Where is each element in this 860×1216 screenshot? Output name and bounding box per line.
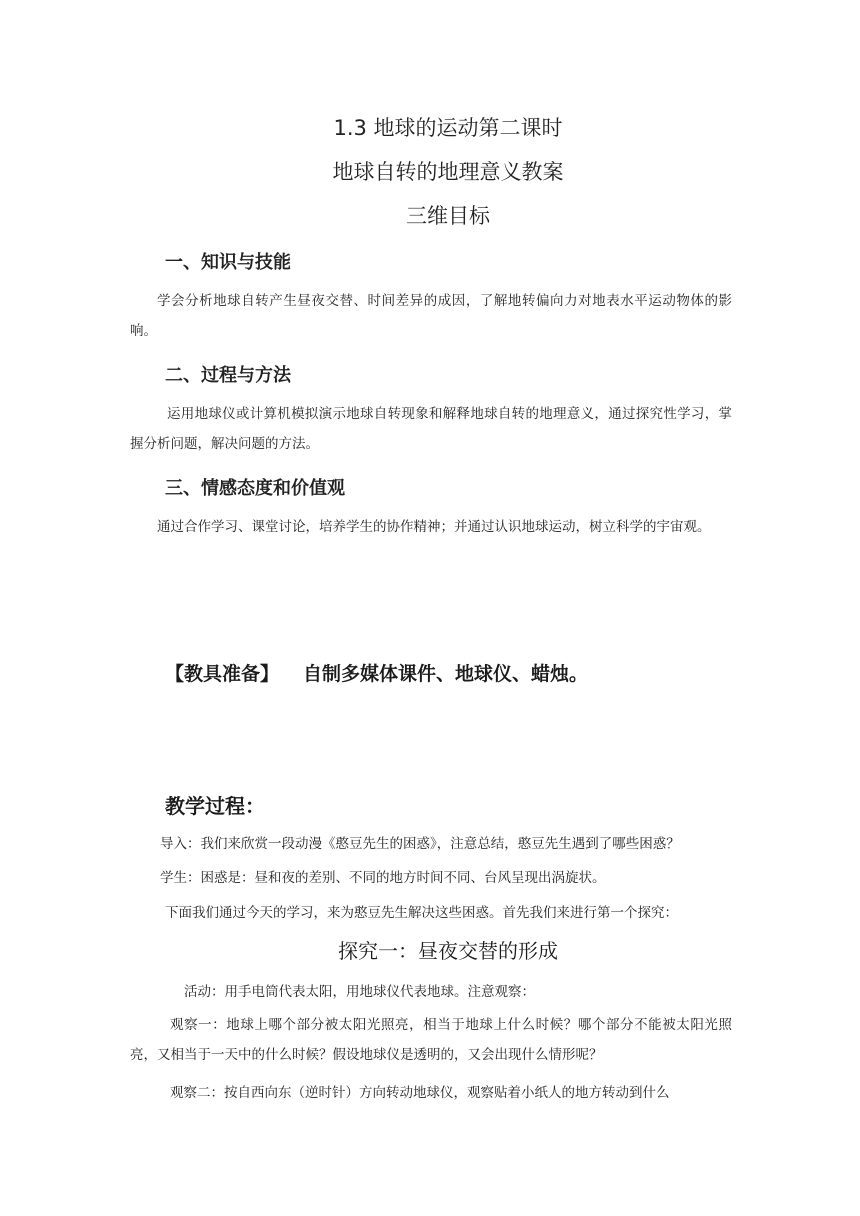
equipment-label: 【教具准备】 [165, 663, 280, 685]
objectives-title: 三维目标 [406, 204, 490, 228]
explore-observe-2: 观察二：按自西向东（逆时针）方向转动地球仪，观察贴着小纸人的地方转动到什么 [170, 1085, 670, 1101]
explore-observe-1: 观察一：地球上哪个部分被太阳光照亮，相当于地球上什么时候？哪个部分不能被太阳光照亮，又相当于一天中的什么时候？假设地球仪是透明的，又会出现什么情形呢？ [130, 1017, 732, 1063]
document-title: 1.3 地球的运动第二课时 [333, 116, 563, 140]
section-text-knowledge: 学会分析地球自转产生昼夜交替、时间差异的成因，了解地转偏向力对地表水平运动物体的影响。 [130, 293, 732, 339]
section-text-attitude: 通过合作学习、课堂讨论，培养学生的协作精神；并通过认识地球运动，树立科学的宇宙观。 [157, 519, 711, 535]
section-heading-process: 二、过程与方法 [165, 365, 291, 386]
section-heading-attitude: 三、情感态度和价值观 [165, 478, 345, 499]
equipment-value: 自制多媒体课件、地球仪、蜡烛。 [303, 663, 589, 685]
equipment-line [165, 660, 588, 688]
section-heading-knowledge: 一、知识与技能 [165, 252, 291, 273]
document-subtitle: 地球自转的地理意义教案 [332, 160, 564, 184]
explore-title: 探究一：昼夜交替的形成 [338, 939, 558, 963]
process-heading: 教学过程： [165, 794, 265, 818]
process-intro: 导入：我们来欣赏一段动漫《憨豆先生的困惑》，注意总结，憨豆先生遇到了哪些困惑？ [160, 836, 680, 852]
process-student: 学生：困惑是：昼和夜的差别、不同的地方时间不同、台风呈现出涡旋状。 [160, 870, 606, 886]
explore-activity: 活动：用手电筒代表太阳，用地球仪代表地球。注意观察： [184, 984, 535, 1000]
section-text-process: 运用地球仪或计算机模拟演示地球自转现象和解释地球自转的地理意义，通过探究性学习，掌握分析问题，解决问题的方法。 [130, 406, 732, 452]
process-transition: 下面我们通过今天的学习，来为憨豆先生解决这些困惑。首先我们来进行第一个探究： [165, 905, 678, 921]
